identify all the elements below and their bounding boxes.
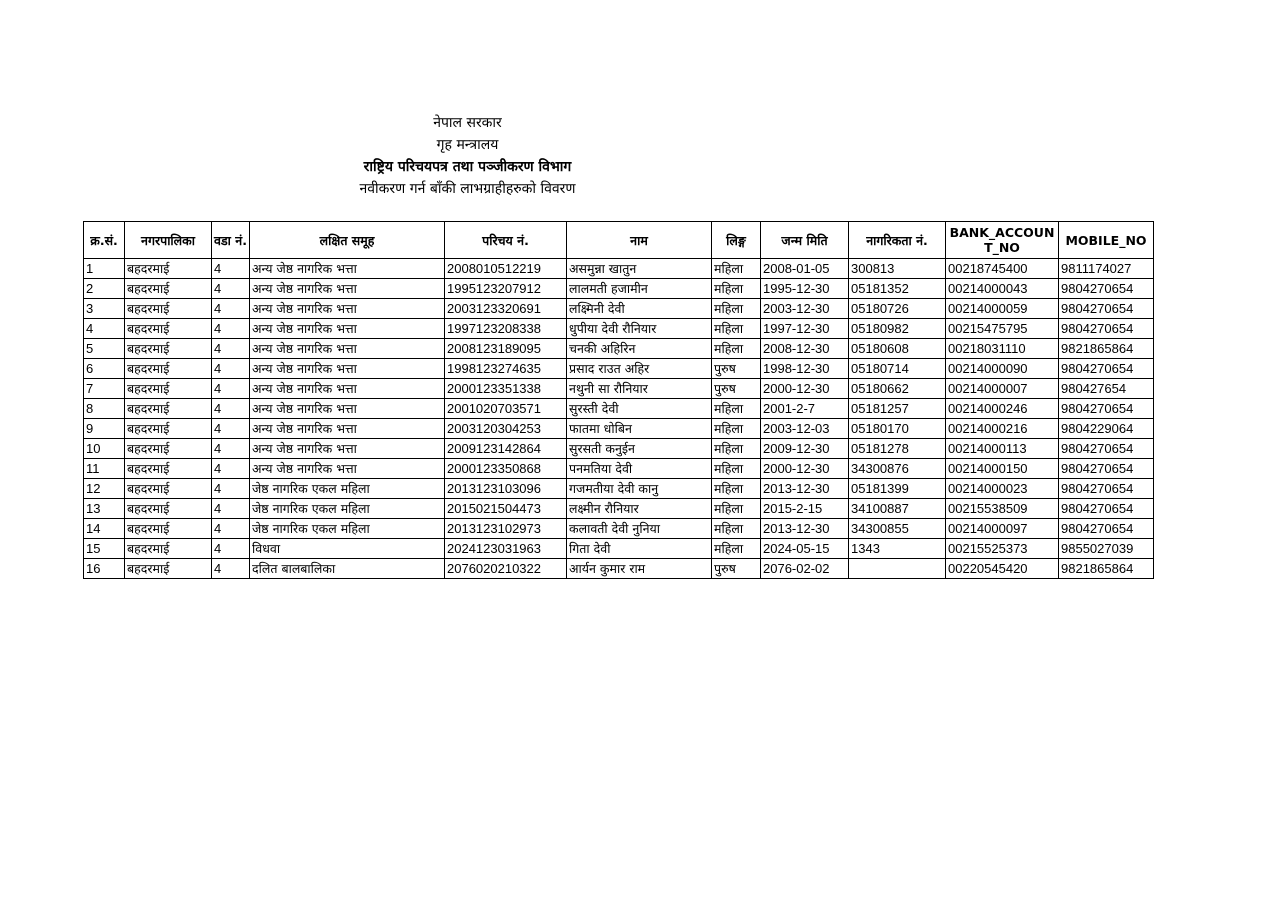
col-gender-cell: महिला bbox=[712, 499, 761, 519]
col-citizenship-no-cell: 05180982 bbox=[849, 319, 946, 339]
col-bank-account-cell: 00214000090 bbox=[946, 359, 1059, 379]
col-serial-cell: 16 bbox=[84, 559, 125, 579]
col-ward-cell: 4 bbox=[212, 499, 250, 519]
col-gender-cell: महिला bbox=[712, 539, 761, 559]
col-id-number-cell: 2009123142864 bbox=[445, 439, 567, 459]
col-name-cell: सुरस्ती देवी bbox=[567, 399, 712, 419]
col-ward-cell: 4 bbox=[212, 339, 250, 359]
col-ward-cell: 4 bbox=[212, 399, 250, 419]
col-gender-cell: महिला bbox=[712, 399, 761, 419]
col-target-group-cell: जेष्ठ नागरिक एकल महिला bbox=[250, 499, 445, 519]
col-dob-cell: 2009-12-30 bbox=[761, 439, 849, 459]
col-name-cell: नथुनी सा रौनियार bbox=[567, 379, 712, 399]
col-municipality-cell: बहदरमाई bbox=[125, 539, 212, 559]
col-id-number-cell: 2015021504473 bbox=[445, 499, 567, 519]
col-name-cell: सुरसती कनुईन bbox=[567, 439, 712, 459]
table-row bbox=[84, 379, 1154, 399]
col-target-group-cell: अन्य जेष्ठ नागरिक भत्ता bbox=[250, 359, 445, 379]
col-gender-cell: महिला bbox=[712, 519, 761, 539]
col-municipality-cell: बहदरमाई bbox=[125, 559, 212, 579]
col-id-number-cell: 2003120304253 bbox=[445, 419, 567, 439]
table-row bbox=[84, 399, 1154, 419]
col-mobile-cell: 9804229064 bbox=[1059, 419, 1154, 439]
col-serial-cell: 7 bbox=[84, 379, 125, 399]
col-ward-cell: 4 bbox=[212, 479, 250, 499]
col-gender-cell: महिला bbox=[712, 459, 761, 479]
table-body bbox=[84, 259, 1154, 579]
col-municipality-cell: बहदरमाई bbox=[125, 299, 212, 319]
col-gender-header: लिङ्ग bbox=[712, 222, 761, 259]
col-target-group-cell: अन्य जेष्ठ नागरिक भत्ता bbox=[250, 399, 445, 419]
col-serial-cell: 12 bbox=[84, 479, 125, 499]
col-ward-cell: 4 bbox=[212, 519, 250, 539]
col-mobile-cell: 9804270654 bbox=[1059, 459, 1154, 479]
col-municipality-cell: बहदरमाई bbox=[125, 379, 212, 399]
col-gender-cell: महिला bbox=[712, 479, 761, 499]
col-name-cell: कलावती देवी नुनिया bbox=[567, 519, 712, 539]
col-name-cell: लालमती हजामीन bbox=[567, 279, 712, 299]
col-citizenship-no-cell: 05180608 bbox=[849, 339, 946, 359]
document-header bbox=[0, 112, 935, 200]
col-dob-cell: 2001-2-7 bbox=[761, 399, 849, 419]
col-serial-cell: 9 bbox=[84, 419, 125, 439]
col-bank-account-cell: 00215525373 bbox=[946, 539, 1059, 559]
col-mobile-cell: 9804270654 bbox=[1059, 299, 1154, 319]
col-target-group-cell: विधवा bbox=[250, 539, 445, 559]
col-target-group-cell: अन्य जेष्ठ नागरिक भत्ता bbox=[250, 419, 445, 439]
col-name-cell: फातमा धोबिन bbox=[567, 419, 712, 439]
col-bank-account-cell: 00214000150 bbox=[946, 459, 1059, 479]
col-gender-cell: पुरुष bbox=[712, 359, 761, 379]
col-municipality-cell: बहदरमाई bbox=[125, 399, 212, 419]
col-gender-cell: महिला bbox=[712, 419, 761, 439]
col-bank-account-cell: 00215475795 bbox=[946, 319, 1059, 339]
col-mobile-cell: 9804270654 bbox=[1059, 399, 1154, 419]
col-dob-cell: 1995-12-30 bbox=[761, 279, 849, 299]
table-row bbox=[84, 359, 1154, 379]
col-target-group-cell: जेष्ठ नागरिक एकल महिला bbox=[250, 479, 445, 499]
table-row bbox=[84, 519, 1154, 539]
col-serial-cell: 1 bbox=[84, 259, 125, 279]
col-dob-cell: 2003-12-30 bbox=[761, 299, 849, 319]
col-citizenship-no-cell: 34300876 bbox=[849, 459, 946, 479]
table-row bbox=[84, 279, 1154, 299]
col-citizenship-no-cell: 05180170 bbox=[849, 419, 946, 439]
col-ward-cell: 4 bbox=[212, 439, 250, 459]
col-target-group-cell: अन्य जेष्ठ नागरिक भत्ता bbox=[250, 459, 445, 479]
col-id-number-cell: 2003123320691 bbox=[445, 299, 567, 319]
col-serial-cell: 2 bbox=[84, 279, 125, 299]
col-name-cell: धुपीया देवी रौनियार bbox=[567, 319, 712, 339]
col-municipality-cell: बहदरमाई bbox=[125, 339, 212, 359]
col-mobile-cell: 9855027039 bbox=[1059, 539, 1154, 559]
col-id-number-cell: 2013123102973 bbox=[445, 519, 567, 539]
col-serial-cell: 10 bbox=[84, 439, 125, 459]
col-ward-cell: 4 bbox=[212, 299, 250, 319]
col-citizenship-no-cell: 34100887 bbox=[849, 499, 946, 519]
col-municipality-cell: बहदरमाई bbox=[125, 479, 212, 499]
col-target-group-cell: अन्य जेष्ठ नागरिक भत्ता bbox=[250, 259, 445, 279]
table-row bbox=[84, 259, 1154, 279]
col-dob-cell: 2008-12-30 bbox=[761, 339, 849, 359]
col-serial-cell: 8 bbox=[84, 399, 125, 419]
col-dob-cell: 2076-02-02 bbox=[761, 559, 849, 579]
col-ward-cell: 4 bbox=[212, 379, 250, 399]
col-id-number-cell: 1995123207912 bbox=[445, 279, 567, 299]
col-mobile-cell: 9804270654 bbox=[1059, 359, 1154, 379]
table-row bbox=[84, 459, 1154, 479]
table-row bbox=[84, 339, 1154, 359]
col-mobile-cell: 9804270654 bbox=[1059, 439, 1154, 459]
col-target-group-header: लक्षित समूह bbox=[250, 222, 445, 259]
col-serial-cell: 13 bbox=[84, 499, 125, 519]
col-name-header: नाम bbox=[567, 222, 712, 259]
col-serial-header: क्र.सं. bbox=[84, 222, 125, 259]
beneficiary-table bbox=[83, 221, 1154, 579]
col-municipality-cell: बहदरमाई bbox=[125, 319, 212, 339]
table-row bbox=[84, 319, 1154, 339]
col-id-number-cell: 2000123350868 bbox=[445, 459, 567, 479]
col-bank-account-cell: 00215538509 bbox=[946, 499, 1059, 519]
col-municipality-cell: बहदरमाई bbox=[125, 259, 212, 279]
col-bank-account-cell: 00218745400 bbox=[946, 259, 1059, 279]
col-citizenship-no-cell: 05181352 bbox=[849, 279, 946, 299]
col-target-group-cell: दलित बालबालिका bbox=[250, 559, 445, 579]
col-name-cell: प्रसाद राउत अहिर bbox=[567, 359, 712, 379]
col-municipality-cell: बहदरमाई bbox=[125, 499, 212, 519]
table-header-row bbox=[84, 222, 1154, 259]
col-bank-account-cell: 00214000113 bbox=[946, 439, 1059, 459]
col-mobile-cell: 9821865864 bbox=[1059, 559, 1154, 579]
col-ward-cell: 4 bbox=[212, 419, 250, 439]
col-mobile-header: MOBILE_NO bbox=[1059, 222, 1154, 259]
col-id-number-cell: 2000123351338 bbox=[445, 379, 567, 399]
col-id-number-cell: 2024123031963 bbox=[445, 539, 567, 559]
col-ward-cell: 4 bbox=[212, 559, 250, 579]
col-municipality-cell: बहदरमाई bbox=[125, 439, 212, 459]
col-target-group-cell: अन्य जेष्ठ नागरिक भत्ता bbox=[250, 379, 445, 399]
table-row bbox=[84, 559, 1154, 579]
col-bank-account-cell: 00214000007 bbox=[946, 379, 1059, 399]
col-target-group-cell: अन्य जेष्ठ नागरिक भत्ता bbox=[250, 319, 445, 339]
table-row bbox=[84, 479, 1154, 499]
col-name-cell: चनकी अहिरिन bbox=[567, 339, 712, 359]
col-dob-cell: 1997-12-30 bbox=[761, 319, 849, 339]
col-bank-account-cell: 00220545420 bbox=[946, 559, 1059, 579]
col-dob-header: जन्म मिति bbox=[761, 222, 849, 259]
col-id-number-cell: 2008010512219 bbox=[445, 259, 567, 279]
col-citizenship-no-cell: 05180662 bbox=[849, 379, 946, 399]
col-target-group-cell: अन्य जेष्ठ नागरिक भत्ता bbox=[250, 439, 445, 459]
col-target-group-cell: अन्य जेष्ठ नागरिक भत्ता bbox=[250, 339, 445, 359]
col-citizenship-no-cell: 34300855 bbox=[849, 519, 946, 539]
col-bank-account-cell: 00214000246 bbox=[946, 399, 1059, 419]
col-gender-cell: महिला bbox=[712, 299, 761, 319]
col-name-cell: गिता देवी bbox=[567, 539, 712, 559]
col-name-cell: असमुन्ना खातुन bbox=[567, 259, 712, 279]
col-citizenship-no-cell: 05181257 bbox=[849, 399, 946, 419]
col-mobile-cell: 9804270654 bbox=[1059, 479, 1154, 499]
col-id-number-cell: 2008123189095 bbox=[445, 339, 567, 359]
table-row bbox=[84, 539, 1154, 559]
col-dob-cell: 2024-05-15 bbox=[761, 539, 849, 559]
col-id-number-cell: 2013123103096 bbox=[445, 479, 567, 499]
col-mobile-cell: 9821865864 bbox=[1059, 339, 1154, 359]
col-dob-cell: 2008-01-05 bbox=[761, 259, 849, 279]
col-bank-account-header: BANK_ACCOUNT_NO bbox=[946, 222, 1059, 259]
col-target-group-cell: अन्य जेष्ठ नागरिक भत्ता bbox=[250, 279, 445, 299]
col-dob-cell: 1998-12-30 bbox=[761, 359, 849, 379]
table-row bbox=[84, 419, 1154, 439]
col-citizenship-no-header: नागरिकता नं. bbox=[849, 222, 946, 259]
col-serial-cell: 4 bbox=[84, 319, 125, 339]
col-ward-header: वडा नं. bbox=[212, 222, 250, 259]
col-gender-cell: महिला bbox=[712, 439, 761, 459]
col-citizenship-no-cell: 05181278 bbox=[849, 439, 946, 459]
table-row bbox=[84, 439, 1154, 459]
table-row bbox=[84, 499, 1154, 519]
col-mobile-cell: 9804270654 bbox=[1059, 279, 1154, 299]
ministry-name: गृह मन्त्रालय bbox=[436, 137, 499, 153]
col-bank-account-cell: 00214000097 bbox=[946, 519, 1059, 539]
col-serial-cell: 11 bbox=[84, 459, 125, 479]
government-name: नेपाल सरकार bbox=[433, 115, 502, 131]
col-dob-cell: 2000-12-30 bbox=[761, 379, 849, 399]
col-serial-cell: 5 bbox=[84, 339, 125, 359]
col-gender-cell: पुरुष bbox=[712, 379, 761, 399]
col-serial-cell: 15 bbox=[84, 539, 125, 559]
col-dob-cell: 2003-12-03 bbox=[761, 419, 849, 439]
col-municipality-cell: बहदरमाई bbox=[125, 279, 212, 299]
col-gender-cell: महिला bbox=[712, 259, 761, 279]
col-ward-cell: 4 bbox=[212, 319, 250, 339]
col-id-number-cell: 2001020703571 bbox=[445, 399, 567, 419]
col-name-cell: लक्ष्मीन रौनियार bbox=[567, 499, 712, 519]
col-target-group-cell: जेष्ठ नागरिक एकल महिला bbox=[250, 519, 445, 539]
col-mobile-cell: 980427654 bbox=[1059, 379, 1154, 399]
col-target-group-cell: अन्य जेष्ठ नागरिक भत्ता bbox=[250, 299, 445, 319]
col-serial-cell: 3 bbox=[84, 299, 125, 319]
col-bank-account-cell: 00214000043 bbox=[946, 279, 1059, 299]
col-dob-cell: 2013-12-30 bbox=[761, 519, 849, 539]
col-dob-cell: 2015-2-15 bbox=[761, 499, 849, 519]
col-id-number-cell: 1997123208338 bbox=[445, 319, 567, 339]
col-name-cell: आर्यन कुमार राम bbox=[567, 559, 712, 579]
col-citizenship-no-cell: 05181399 bbox=[849, 479, 946, 499]
col-gender-cell: महिला bbox=[712, 339, 761, 359]
col-id-number-header: परिचय नं. bbox=[445, 222, 567, 259]
col-ward-cell: 4 bbox=[212, 539, 250, 559]
col-mobile-cell: 9804270654 bbox=[1059, 319, 1154, 339]
col-gender-cell: महिला bbox=[712, 319, 761, 339]
col-name-cell: पनमतिया देवी bbox=[567, 459, 712, 479]
col-ward-cell: 4 bbox=[212, 459, 250, 479]
document-title: नवीकरण गर्न बाँकी लाभग्राहीहरुको विवरण bbox=[359, 181, 576, 197]
department-name: राष्ट्रिय परिचयपत्र तथा पञ्जीकरण विभाग bbox=[363, 159, 572, 175]
col-gender-cell: महिला bbox=[712, 279, 761, 299]
col-name-cell: लक्ष्मिनी देवी bbox=[567, 299, 712, 319]
col-dob-cell: 2013-12-30 bbox=[761, 479, 849, 499]
col-municipality-cell: बहदरमाई bbox=[125, 459, 212, 479]
col-mobile-cell: 9811174027 bbox=[1059, 259, 1154, 279]
col-municipality-cell: बहदरमाई bbox=[125, 519, 212, 539]
col-ward-cell: 4 bbox=[212, 259, 250, 279]
col-bank-account-cell: 00214000059 bbox=[946, 299, 1059, 319]
col-municipality-cell: बहदरमाई bbox=[125, 359, 212, 379]
col-mobile-cell: 9804270654 bbox=[1059, 519, 1154, 539]
col-citizenship-no-cell: 05180714 bbox=[849, 359, 946, 379]
col-gender-cell: पुरुष bbox=[712, 559, 761, 579]
col-bank-account-cell: 00214000216 bbox=[946, 419, 1059, 439]
col-id-number-cell: 2076020210322 bbox=[445, 559, 567, 579]
col-citizenship-no-cell: 05180726 bbox=[849, 299, 946, 319]
col-municipality-header: नगरपालिका bbox=[125, 222, 212, 259]
col-serial-cell: 14 bbox=[84, 519, 125, 539]
col-ward-cell: 4 bbox=[212, 279, 250, 299]
col-bank-account-cell: 00214000023 bbox=[946, 479, 1059, 499]
col-municipality-cell: बहदरमाई bbox=[125, 419, 212, 439]
col-bank-account-cell: 00218031110 bbox=[946, 339, 1059, 359]
col-ward-cell: 4 bbox=[212, 359, 250, 379]
col-mobile-cell: 9804270654 bbox=[1059, 499, 1154, 519]
col-citizenship-no-cell bbox=[849, 559, 946, 579]
table-row bbox=[84, 299, 1154, 319]
col-serial-cell: 6 bbox=[84, 359, 125, 379]
col-citizenship-no-cell: 1343 bbox=[849, 539, 946, 559]
col-name-cell: गजमतीया देवी कानु bbox=[567, 479, 712, 499]
col-id-number-cell: 1998123274635 bbox=[445, 359, 567, 379]
col-dob-cell: 2000-12-30 bbox=[761, 459, 849, 479]
col-citizenship-no-cell: 300813 bbox=[849, 259, 946, 279]
